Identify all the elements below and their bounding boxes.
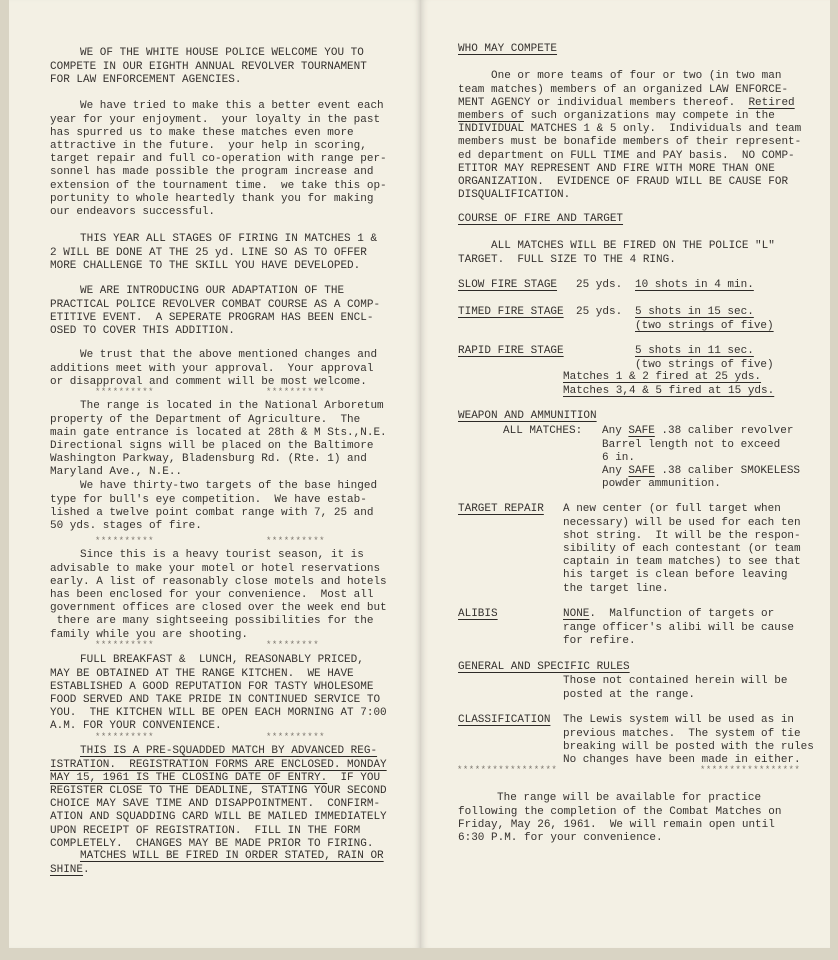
separator xyxy=(266,386,325,399)
slow-fire-label xyxy=(458,279,557,292)
text-line: A.M. FOR YOUR CONVENIENCE. xyxy=(50,720,222,733)
separator xyxy=(457,764,557,777)
text-line: REGISTER CLOSE TO THE DEADLINE, STATING YOUR SECOND xyxy=(50,784,387,797)
timed-fire-distance xyxy=(576,306,622,319)
text-line: The Lewis system will be used as in xyxy=(563,714,795,727)
text-line xyxy=(458,306,564,319)
text-line: The range is located in the National Arboretum xyxy=(80,400,384,413)
general-rules-text xyxy=(563,675,787,701)
slow-fire-shots xyxy=(635,279,754,292)
target-repair-text xyxy=(563,503,801,595)
rain-or-shine-paragraph xyxy=(50,850,384,876)
text-line: The range will be available for practice xyxy=(497,792,762,805)
text-line: ETITIVE EVENT. A SEPERATE PROGRAM HAS BEEN ENCL- xyxy=(50,311,374,324)
text-line: powder ammunition. xyxy=(602,478,721,491)
text-line: previous matches. The system of tie xyxy=(563,727,801,740)
timed-fire-shots xyxy=(635,306,774,332)
text-line xyxy=(602,465,800,478)
underlined-text: Retired xyxy=(748,96,795,109)
text-line xyxy=(50,772,387,785)
text-line xyxy=(458,608,498,621)
text-line: We have thirty-two targets of the base hinged xyxy=(80,480,378,493)
text-line: members must be bonafide members of their represent- xyxy=(458,136,802,149)
alibis-text xyxy=(563,608,794,648)
text-line: MAY BE OBTAINED AT THE RANGE KITCHEN. WE HAVE xyxy=(50,667,354,680)
text-line: government offices are closed over the week end but xyxy=(50,602,387,615)
underlined-text: NONE xyxy=(563,608,590,621)
text-line: sonnel has made possible the program increase and xyxy=(50,166,374,179)
classification-label xyxy=(458,714,550,727)
separator xyxy=(95,386,154,399)
text-line: OSED TO COVER THIS ADDITION. xyxy=(50,324,235,337)
text-line: WE ARE INTRODUCING OUR ADAPTATION OF THE xyxy=(80,285,345,298)
text-line xyxy=(458,345,564,358)
text-line: FOR LAW ENFORCEMENT AGENCIES. xyxy=(50,73,242,86)
text-line: PRACTICAL POLICE REVOLVER COMBAT COURSE AS A COMP- xyxy=(50,298,381,311)
underlined-text: 10 shots in 4 min. xyxy=(635,279,754,292)
weapon-all-matches-label xyxy=(503,425,582,438)
text-segment: . Malfunction of targets or xyxy=(589,608,775,621)
text-line: has spurred us to make these matches even more xyxy=(50,126,354,139)
text-line xyxy=(563,371,774,384)
text-line: lished a twelve point combat range with 7, 25 and xyxy=(50,506,374,519)
text-line xyxy=(458,43,557,56)
text-line: necessary) will be used for each ten xyxy=(563,516,801,529)
course-of-fire-heading xyxy=(458,213,623,226)
text-line: ETITOR MAY REPRESENT AND FIRE WITH MORE THAN ONE xyxy=(458,162,775,175)
text-line xyxy=(458,503,544,516)
text-segment: Any xyxy=(602,464,629,477)
text-line xyxy=(635,306,774,319)
timed-fire-label xyxy=(458,306,564,319)
text-line: Barrel length not to exceed xyxy=(602,438,781,451)
registration-paragraph xyxy=(50,745,387,851)
slow-fire-distance xyxy=(576,279,622,292)
underlined-text: SLOW FIRE STAGE xyxy=(458,279,558,292)
underlined-text: THIS IS A PRE-SQUADDED MATCH BY ADVANCED REG- xyxy=(80,745,378,758)
underlined-text: MATCHES WILL BE FIRED IN ORDER STATED, RAIN OR xyxy=(80,850,384,863)
stages-paragraph xyxy=(50,233,377,273)
text-line: ALL MATCHES WILL BE FIRED ON THE POLICE "L" xyxy=(491,240,775,253)
text-line: UPON RECEIPT OF REGISTRATION. FILL IN THE FORM xyxy=(50,824,361,837)
text-line: there are many sightseeing possibilities for the xyxy=(50,615,374,628)
text-line: 25 yds. xyxy=(576,306,623,319)
text-line: extension of the tournament time. we take this op- xyxy=(50,179,387,192)
text-line: ********** xyxy=(266,387,326,398)
text-segment: .38 caliber SMOKELESS xyxy=(654,464,801,477)
text-line xyxy=(563,608,794,621)
text-line xyxy=(458,410,597,423)
text-line: WE OF THE WHITE HOUSE POLICE WELCOME YOU TO xyxy=(80,47,364,60)
kitchen-paragraph xyxy=(50,654,387,733)
practice-paragraph xyxy=(458,792,781,845)
underlined-text: ALIBIS xyxy=(458,608,498,621)
text-line: ed department on FULL TIME and PAY basis. NO COMP- xyxy=(458,149,795,162)
separator xyxy=(95,731,154,744)
weapon-heading xyxy=(458,410,597,423)
underlined-text: TARGET REPAIR xyxy=(458,503,544,516)
underlined-text: WHO MAY COMPETE xyxy=(458,43,558,56)
text-line xyxy=(50,864,384,877)
text-line: his target is clean before leaving xyxy=(563,569,788,582)
text-line: property of the Department of Agriculture. The xyxy=(50,413,361,426)
text-line: range officer's alibi will be cause xyxy=(563,621,795,634)
text-line: 6 in. xyxy=(602,451,636,464)
text-line: ORGANIZATION. EVIDENCE OF FRAUD WILL BE CAUSE FOR xyxy=(458,175,789,188)
text-line: A new center (or full target when xyxy=(563,503,781,516)
text-line: shot string. It will be the respon- xyxy=(563,529,801,542)
text-line: Washington Parkway, Bladensburg Rd. (Rte. 1) and xyxy=(50,453,367,466)
text-segment: .38 caliber revolver xyxy=(654,425,794,438)
text-line: COMPLETELY. CHANGES MAY BE MADE PRIOR TO FIRING. xyxy=(50,837,374,850)
text-line xyxy=(458,97,801,110)
text-line: family while you are shooting. xyxy=(50,628,249,641)
underlined-text: members of xyxy=(458,109,525,122)
underlined-text: SAFE xyxy=(628,425,655,438)
text-line: 50 yds. stages of fire. xyxy=(50,519,202,532)
text-line: sibility of each contestant (or team xyxy=(563,542,801,555)
text-line: target repair and full co-operation with range per- xyxy=(50,153,387,166)
text-line: CHOICE MAY SAVE TIME AND DISAPPOINTMENT. CONFIRM- xyxy=(50,798,381,811)
approval-paragraph xyxy=(50,349,377,389)
text-line xyxy=(50,759,387,772)
text-line: team matches) members of an organized LAW ENFORCE- xyxy=(458,83,789,96)
course-of-fire-text xyxy=(458,240,775,266)
text-line: ATION AND SQUADDING CARD WILL BE MAILED IMMEDIATELY xyxy=(50,811,387,824)
text-line: has been enclosed for your convenience. Most all xyxy=(50,588,374,601)
text-line: YOU. THE KITCHEN WILL BE OPEN EACH MORNING AT 7:00 xyxy=(50,707,387,720)
text-line: type for bull's eye competition. We have estab- xyxy=(50,493,367,506)
target-repair-label xyxy=(458,503,544,516)
text-line xyxy=(635,279,754,292)
alibis-label xyxy=(458,608,498,621)
text-line: attractive in the future. your help in scoring, xyxy=(50,139,367,152)
underlined-text: GENERAL AND SPECIFIC RULES xyxy=(458,661,630,674)
classification-text xyxy=(563,714,814,767)
text-line: ********* xyxy=(266,640,320,651)
text-segment: such organizations may compete in the xyxy=(524,109,775,122)
text-line: FOOD SERVED AND TAKE PRIDE IN CONTINUED SERVICE TO xyxy=(50,693,381,706)
underlined-text: 5 shots in 11 sec. xyxy=(635,345,754,358)
text-line: One or more teams of four or two (in two man xyxy=(491,70,782,83)
general-rules-label xyxy=(458,661,630,674)
text-line: 6:30 P.M. for your convenience. xyxy=(458,831,663,844)
separator xyxy=(266,731,325,744)
text-line: MORE CHALLENGE TO THE SKILL YOU HAVE DEVELOPED. xyxy=(50,259,361,272)
underlined-text: SHINE xyxy=(50,863,84,876)
text-line: breaking will be posted with the rules xyxy=(563,740,814,753)
separator xyxy=(95,535,154,548)
separator xyxy=(266,639,319,652)
separator xyxy=(95,639,154,652)
text-line: 25 yds. xyxy=(576,279,623,292)
text-line: posted at the range. xyxy=(563,688,696,701)
rapid-fire-label xyxy=(458,345,564,358)
text-line: (two strings of five) xyxy=(635,358,774,371)
who-may-compete-text xyxy=(458,70,801,202)
text-line xyxy=(458,213,623,226)
text-line: ********** xyxy=(95,640,155,651)
underlined-text: Matches 1 & 2 fired at 25 yds. xyxy=(563,371,762,384)
text-line: main gate entrance is located at 28th & M Sts.,N.E. xyxy=(50,426,387,439)
intro-paragraph xyxy=(50,47,367,87)
text-line: following the completion of the Combat Matches on xyxy=(458,805,782,818)
text-line: ********** xyxy=(266,536,326,547)
text-line: Friday, May 26, 1961. We will remain open until xyxy=(458,818,775,831)
text-line: Directional signs will be placed on the Baltimore xyxy=(50,439,374,452)
text-line: INDIVIDUAL MATCHES 1 & 5 only. Individuals and team xyxy=(458,123,802,136)
text-line: We trust that the above mentioned changes and xyxy=(80,349,378,362)
underlined-text: (two strings of five) xyxy=(635,319,774,332)
text-line: year for your enjoyment. your loyalty in the past xyxy=(50,113,381,126)
underlined-text: 5 shots in 15 sec. xyxy=(635,306,754,319)
text-line: FULL BREAKFAST & LUNCH, REASONABLY PRICED, xyxy=(80,654,364,667)
text-line: THIS YEAR ALL STAGES OF FIRING IN MATCHES 1 & xyxy=(80,233,378,246)
underlined-text: Matches 3,4 & 5 fired at 15 yds. xyxy=(563,384,775,397)
underlined-text: MAY 15, 1961 IS THE CLOSING DATE OF ENTRY. xyxy=(50,771,328,784)
text-line: early. A list of reasonably close motels and hotels xyxy=(50,575,387,588)
text-segment: IF YOU xyxy=(327,771,381,784)
text-line: our endeavors successful. xyxy=(50,205,216,218)
rapid-fire-shots xyxy=(635,345,774,371)
text-line: We have tried to make this a better event each xyxy=(80,100,384,113)
who-may-compete-heading xyxy=(458,43,557,56)
text-line: additions meet with your approval. Your approval xyxy=(50,362,374,375)
text-line: TARGET. FULL SIZE TO THE 4 RING. xyxy=(458,253,676,266)
text-line: ********** xyxy=(95,387,155,398)
text-line: Those not contained herein will be xyxy=(563,675,788,688)
text-line xyxy=(50,745,387,758)
text-line: or disapproval and comment will be most welcome. xyxy=(50,375,367,388)
text-segment: MENT AGENCY or individual members thereof. xyxy=(458,96,749,109)
text-line xyxy=(602,425,800,438)
text-line: No changes have been made in either. xyxy=(563,753,801,766)
text-line: ESTABLISHED A GOOD REPUTATION FOR TASTY WHOLESOME xyxy=(50,680,374,693)
text-segment: Any xyxy=(602,425,629,438)
match-distances xyxy=(563,371,774,397)
underlined-text: ISTRATION. REGISTRATION FORMS ARE ENCLOSED. MONDAY xyxy=(50,758,387,771)
targets-paragraph xyxy=(50,480,377,533)
text-segment: . xyxy=(83,863,90,876)
text-line xyxy=(458,661,630,674)
underlined-text: COURSE OF FIRE AND TARGET xyxy=(458,213,624,226)
text-line xyxy=(458,279,557,292)
text-line: for refire. xyxy=(563,634,636,647)
lodging-paragraph xyxy=(50,549,387,641)
text-line: ***************** xyxy=(700,765,801,776)
text-line: ***************** xyxy=(457,765,558,776)
underlined-text: CLASSIFICATION xyxy=(458,714,551,727)
location-paragraph xyxy=(50,400,387,479)
separator xyxy=(266,535,325,548)
combat-course-paragraph xyxy=(50,285,380,338)
text-line: ********** xyxy=(95,536,155,547)
text-line: ********** xyxy=(95,732,155,743)
text-line xyxy=(50,850,384,863)
text-line: the target line. xyxy=(563,582,669,595)
text-line: DISQUALIFICATION. xyxy=(458,189,571,202)
underlined-text: RAPID FIRE STAGE xyxy=(458,345,564,358)
text-line: Maryland Ave., N.E.. xyxy=(50,466,183,479)
underlined-text: WEAPON AND AMMUNITION xyxy=(458,410,597,423)
separator xyxy=(700,764,800,777)
text-line: advisable to make your motel or hotel reservations xyxy=(50,562,381,575)
text-line: Since this is a heavy tourist season, it is xyxy=(80,549,364,562)
text-line xyxy=(458,110,801,123)
underlined-text: SAFE xyxy=(628,464,655,477)
text-line: ********** xyxy=(266,732,326,743)
underlined-text: TIMED FIRE STAGE xyxy=(458,306,564,319)
thanks-paragraph xyxy=(50,100,387,219)
text-line: COMPETE IN OUR EIGHTH ANNUAL REVOLVER TOURNAMENT xyxy=(50,60,367,73)
text-line: portunity to whole heartedly thank you for making xyxy=(50,192,374,205)
text-line: 2 WILL BE DONE AT THE 25 yd. LINE SO AS TO OFFER xyxy=(50,246,367,259)
text-line: ALL MATCHES: xyxy=(503,425,583,438)
text-line xyxy=(635,320,774,333)
weapon-text xyxy=(602,425,800,491)
text-line xyxy=(458,714,550,727)
text-line: captain in team matches) to see that xyxy=(563,556,801,569)
text-line xyxy=(563,385,774,398)
text-line xyxy=(635,345,774,358)
